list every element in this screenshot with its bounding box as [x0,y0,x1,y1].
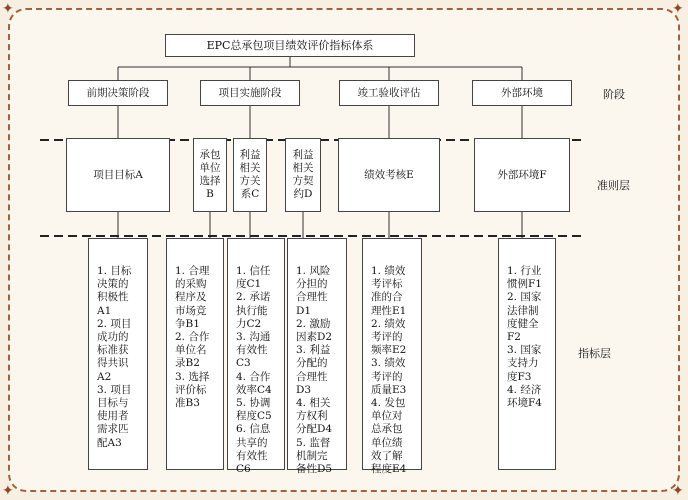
stage-box-implementation: 项目实施阶段 [200,80,300,106]
indicator-column-c: 1. 信任 度C1 2. 承诺 执行能 力C2 3. 沟通 有效性 C3 4. 合作 效率C4 5. 协调 程度C5 6. 信息 共享的 有效性 C6 [227,238,285,470]
criteria-box-a: 项目目标A [66,138,170,212]
layer-label-criteria: 准则层 [597,179,630,192]
criteria-box-f: 外部环境F [474,138,570,212]
stage-box-external: 外部环境 [472,80,572,106]
star-icon: ✦ [672,1,684,17]
indicator-column-d: 1. 风险 分担的 合理性 D1 2. 激励 因素D2 3. 利益 分配的 合理性 D3 4. 相关 方权利 分配D4 5. 监督 机制完 备性D5 [287,238,347,470]
star-icon: ✦ [672,483,684,499]
indicator-column-a: 1. 目标 决策的 积极性 A1 2. 项目 成功的 标准获 得共识 A2 3. 项目 目标与 使用者 需求匹 配A3 [88,238,148,470]
stage-box-acceptance: 竣工验收评估 [339,80,439,106]
criteria-box-e: 绩效考核E [338,138,440,212]
title-box: EPC总承包项目绩效评价指标体系 [165,34,415,57]
criteria-box-b: 承包 单位 选择 B [193,138,227,212]
indicator-column-e: 1. 绩效 考评标 准的合 理性E1 2. 绩效 考评的 频率E2 3. 绩效 考评的 质量E3 4. 发包 单位对 总承包 单位绩 效了解 程度E4 [362,238,422,470]
layer-label-indicator: 指标层 [578,347,611,360]
criteria-box-d: 利益 相关 方契 约D [285,138,321,212]
indicator-column-b: 1. 合理 的采购 程序及 市场竞 争B1 2. 合作 单位名 录B2 3. 选择 评价标 准B3 [166,238,224,470]
layer-label-stage: 阶段 [603,88,625,101]
star-icon: ✦ [2,483,14,499]
indicator-column-f: 1. 行业 惯例F1 2. 国家 法律制 度健全 F2 3. 国家 支持力 度F3 4. 经济 环境F4 [498,238,556,470]
criteria-box-c: 利益 相关 方关 系C [233,138,267,212]
star-icon: ✦ [2,1,14,17]
stage-box-pre-decision: 前期决策阶段 [68,80,168,106]
